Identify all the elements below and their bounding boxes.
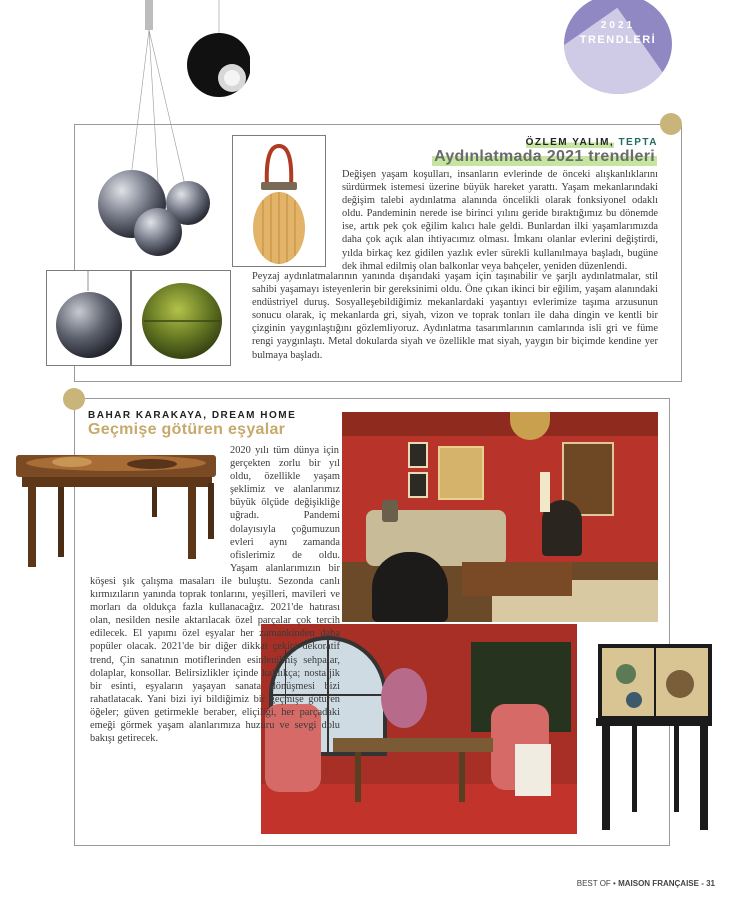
trends-badge (564, 0, 672, 94)
desk-float-spacer (90, 444, 230, 572)
article2-text (90, 444, 340, 745)
article2-paragraph: 2020 yılı tüm dünya için gerçekten zorlu bir yıl oldu, özellikle yaşam şeklimiz ve alanlarımız büyük ölçüde değişikliğe uğradı. Pandemi dolayısıyla çoğumuzun evleri aynı zamanda ofislerimiz de oldu. Yaşam alanlarımızın bir köşesi şık çalışma masaları ile buluştu. Sezonda canlı kırmızıların yanında toprak tonlarını, yeşilleri, mavileri ve morları da oldukça fazla kullanacağız. 2021'de hatırası olan, nesilden nesile aktarılacak özel parçalar çok tercih edilecek. El yapımı özel eşyalar her zamankinden daha popüler olacak. 2021'de bir diğer dikkat çekici dekoratif trend, Çin sanatının motiflerinden esinlenilmiş sehpalar, dolaplar, konsollar. Belirsizlikler içinde kaldıkça; nostaljik bir esinti, eşyaların yaşayan sanata dönüşmesi bizi rahatlatacak. Yani bizi iyi bildiğimiz bir geçmişe götüren öğeler; güven getirmekle beraber, eliçiliği, her parçadaki emeği görmek yaşam alanlarımıza huzuru ve sevgi dolu bakışı getirecek. (90, 445, 340, 745)
green-globe-image (131, 270, 231, 366)
article1-text-top (342, 168, 658, 273)
chinoiserie-cabinet-image (596, 644, 712, 840)
footer-magazine: MAISON FRANÇAISE (618, 879, 699, 888)
smoke-globe-image (46, 270, 131, 366)
article1-title: Aydınlatmada 2021 trendleri (434, 148, 655, 165)
article1-byline (526, 137, 658, 148)
article2-title: Geçmişe götüren eşyalar (88, 421, 286, 438)
footer-prefix: BEST OF • (576, 879, 616, 888)
badge-word: TRENDLERİ (579, 34, 657, 46)
article1-paragraph-2: Peyzaj aydınlatmalarının yanında dışarıdaki yaşam için taşınabilir ve şarjlı aydınlatmalar, stil sahibi yaşamayı isteyenlerin bir gereksinimi oldu. Öne çıkan ikinci bir eğilim, yaşam alanındaki endüstriyel duruş. Sosyalleşebildiğimiz mekanlardaki yaşantıyı evlerimize taşıma arzusunun sonucu olarak, iç mekanlarda gri, siyah, vizon ve toprak tonları ile daha dingin ve kentli bir çizginin yaygınlaştığını gözlemliyoruz. Aydınlatma tasarımlarının camlarında isli gri ve füme rengi yaygınlaştı. Metal dokularda siyah ve özellikle mat siyah, yaygın bir biçimde kendine yer bulmaya başladı. (252, 271, 658, 361)
badge-year: 2021 (600, 20, 636, 31)
footer-page-number: - 31 (701, 879, 715, 888)
page-footer (577, 879, 715, 888)
article1-author: ÖZLEM YALIM, (525, 137, 615, 148)
article1-company: TEPTA (618, 137, 658, 148)
article1-text-bottom (252, 270, 658, 362)
article2-dot (63, 388, 85, 410)
article2-byline: BAHAR KARAKAYA, DREAM HOME (88, 410, 297, 421)
lantern-image (232, 135, 326, 267)
article1-paragraph-1: Değişen yaşam koşulları, insanların evlerinde de önceki alışkanlıklarını sürdürmek istemesi üzerine büyük hareket yarattı. Yaşam mekanlarındaki değişim talebi aydınlatma alanında öncelikli olarak fonksiyonel odaklı oldu. Pandeminin nerede ise birinci yılını geride bıraktığımız bu dönemde ise, artık pek çok eğilim kalıcı hale geldi. Bunlardan ilki yaşamlarımızda daha çok açık alan ihtiyacımız olması. İmkanı olanlar evlerini değiştirdi, yılda birkaç kez gidilen yazlık evler sürekli kullanılmaya başladı, bugüne dek ihmal edilmiş olan balkonlar veya bahçeler, yeniden düzenlendi. (342, 169, 658, 272)
article1-dot (660, 113, 682, 135)
red-living-room-photo (342, 412, 658, 622)
